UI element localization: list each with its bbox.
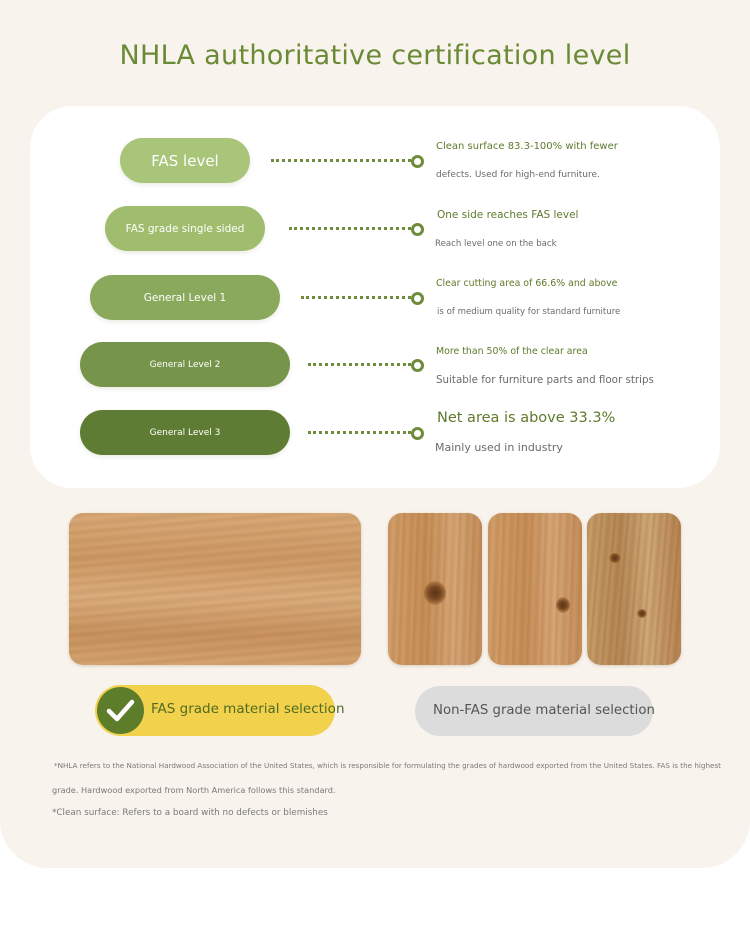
level-description-line1: Clean surface 83.3-100% with fewer xyxy=(436,141,618,152)
level-description-line1: Clear cutting area of 66.6% and above xyxy=(436,278,618,289)
connector-dots xyxy=(308,363,411,366)
connector-node xyxy=(411,292,424,305)
page-title: NHLA authoritative certification level xyxy=(119,40,631,71)
connector-dots xyxy=(289,227,411,230)
fas-wood-sample-image xyxy=(69,513,361,665)
check-icon-glyph xyxy=(97,687,144,734)
level-pill-label: FAS grade single sided xyxy=(125,222,245,235)
level-pill-label: FAS level xyxy=(151,151,219,170)
connector-dots xyxy=(301,296,411,299)
wood-knot xyxy=(556,597,570,613)
footnote-nhla: *NHLA refers to the National Hardwood Association of the United States, which is responsible for formulating the grades of hardwood exported from the United States. FAS is the highest xyxy=(54,761,721,770)
level-pill-general-3 xyxy=(80,410,290,455)
level-description-line1: More than 50% of the clear area xyxy=(436,346,588,357)
level-description-line2: Reach level one on the back xyxy=(435,239,557,249)
level-pill-fas-single-sided xyxy=(105,206,265,251)
level-pill-label: General Level 3 xyxy=(149,427,221,438)
level-description-line2: defects. Used for high-end furniture. xyxy=(436,170,600,180)
connector-node xyxy=(411,155,424,168)
level-pill-label: General Level 1 xyxy=(143,291,227,304)
connector-node xyxy=(411,223,424,236)
non-fas-wood-sample-image xyxy=(587,513,681,665)
level-description-line1: Net area is above 33.3% xyxy=(437,410,616,426)
level-description-line2: Mainly used in industry xyxy=(435,441,563,454)
non-fas-wood-sample-image xyxy=(488,513,582,665)
level-description-line1: One side reaches FAS level xyxy=(437,209,579,221)
wood-knot xyxy=(609,553,621,563)
level-pill-fas xyxy=(120,138,250,183)
level-pill-label: General Level 2 xyxy=(149,359,221,370)
wood-knot xyxy=(424,581,446,605)
level-description-line2: is of medium quality for standard furniture xyxy=(437,307,621,317)
connector-dots xyxy=(308,431,411,434)
connector-node xyxy=(411,359,424,372)
non-fas-selection-label: Non-FAS grade material selection xyxy=(433,703,655,718)
wood-knot xyxy=(637,609,647,618)
fas-selection-label: FAS grade material selection xyxy=(151,701,345,717)
footnote-clean-surface: *Clean surface: Refers to a board with no defects or blemishes xyxy=(52,808,328,818)
connector-dots xyxy=(271,159,411,162)
connector-node xyxy=(411,427,424,440)
footnote-nhla-cont: grade. Hardwood exported from North America follows this standard. xyxy=(52,785,336,795)
level-description-line2: Suitable for furniture parts and floor strips xyxy=(436,374,654,386)
non-fas-wood-sample-image xyxy=(388,513,482,665)
check-icon xyxy=(97,687,144,734)
level-pill-general-2 xyxy=(80,342,290,387)
level-pill-general-1 xyxy=(90,275,280,320)
